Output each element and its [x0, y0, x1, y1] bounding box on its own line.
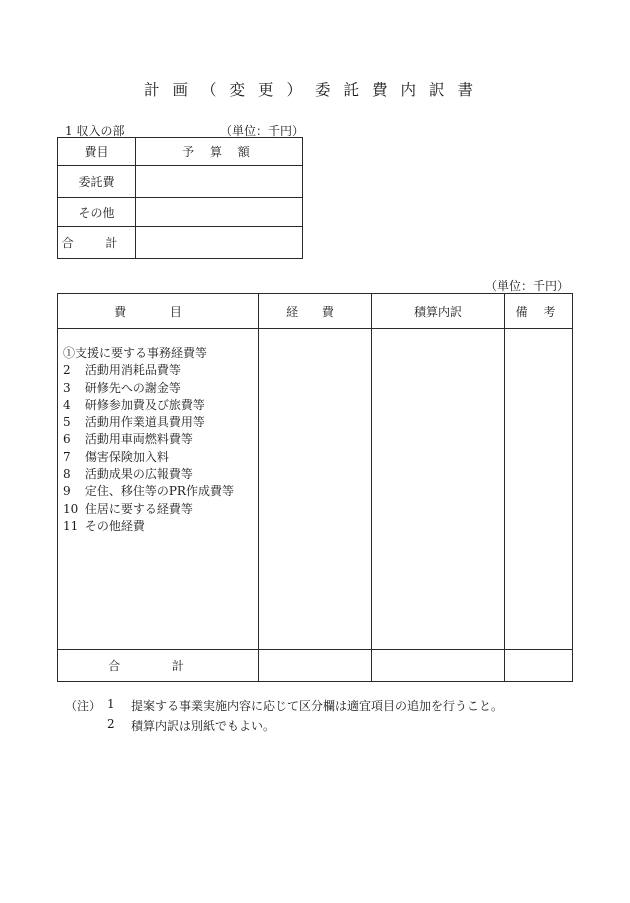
notes-prefix: （注）	[65, 699, 102, 713]
income-total-value[interactable]	[136, 227, 303, 259]
expense-item-label: 研修参加費及び旅費等	[84, 397, 205, 412]
expense-item-label: ①支援に要する事務経費等	[63, 346, 208, 360]
expense-breakdown-cell[interactable]	[372, 329, 505, 650]
income-row-budget[interactable]	[136, 166, 303, 198]
income-row-item: その他	[58, 198, 136, 227]
note-row	[65, 697, 503, 717]
document-title: 計画（変更）委託費内訳書	[143, 81, 486, 99]
list-item	[63, 362, 258, 379]
expense-unit-label: （単位：千円）	[485, 279, 570, 293]
expense-item-label: 活動成果の広報費等	[84, 467, 193, 482]
expense-item-label: 活動用作業道具費用等	[84, 415, 205, 430]
list-item	[63, 466, 258, 483]
expense-table	[57, 293, 573, 682]
expense-item-label: 活動用消耗品費等	[84, 363, 181, 378]
income-header-row	[58, 138, 303, 166]
expense-cost-cell[interactable]	[259, 329, 372, 650]
expense-header-item: 費 目	[58, 294, 259, 329]
list-item	[63, 431, 258, 448]
expense-total-breakdown[interactable]	[372, 650, 505, 682]
expense-item-label: 住居に要する経費等	[84, 501, 193, 516]
note-row	[65, 717, 503, 737]
income-header-budget: 予 算 額	[136, 138, 303, 166]
income-row-item: 委託費	[58, 166, 136, 198]
expense-total-label: 合 計	[58, 650, 259, 682]
expense-item-number: 9	[63, 484, 71, 499]
expense-item-label: 定住、移住等のPR作成費等	[84, 484, 234, 499]
expense-item-list	[58, 329, 258, 535]
expense-items-cell	[58, 329, 259, 650]
notes-section	[65, 697, 503, 737]
expense-item-number: 2	[63, 363, 71, 378]
income-row	[58, 198, 303, 227]
list-item	[63, 501, 258, 518]
expense-item-number: 5	[63, 415, 71, 430]
expense-item-number: 10	[63, 501, 79, 516]
note-number: 1	[107, 697, 115, 711]
income-unit-label: （単位：千円）	[220, 124, 305, 138]
expense-item-label: その他経費	[84, 518, 145, 533]
note-text: 積算内訳は別紙でもよい。	[131, 719, 276, 733]
income-total-row	[58, 227, 303, 259]
expense-remarks-cell[interactable]	[505, 329, 573, 650]
income-row	[58, 166, 303, 198]
list-item	[63, 483, 258, 500]
list-item	[63, 414, 258, 431]
note-text: 提案する事業実施内容に応じて区分欄は適宜項目の追加を行うこと。	[131, 699, 504, 713]
expense-total-remarks[interactable]	[505, 650, 573, 682]
expense-item-label: 傷害保険加入料	[84, 449, 169, 464]
expense-item-number: 11	[63, 518, 79, 533]
expense-item-number: 6	[63, 432, 71, 447]
list-item	[63, 449, 258, 466]
expense-item-number: 7	[63, 449, 71, 464]
expense-header-breakdown: 積算内訳	[372, 294, 505, 329]
expense-header-cost: 経 費	[259, 294, 372, 329]
list-item	[63, 397, 258, 414]
expense-item-number: 3	[63, 380, 71, 395]
income-row-budget[interactable]	[136, 198, 303, 227]
income-section-label: 1 収入の部	[65, 124, 125, 138]
expense-item-label: 活動用車両燃料費等	[84, 432, 193, 447]
list-item	[63, 518, 258, 535]
expense-header-remarks: 備 考	[505, 294, 573, 329]
expense-total-row	[58, 650, 573, 682]
expense-header-row	[58, 294, 573, 329]
income-table	[57, 137, 303, 259]
expense-item-number: 4	[63, 397, 71, 412]
expense-body-row	[58, 329, 573, 650]
expense-item-label: 研修先への謝金等	[84, 380, 181, 395]
income-total-label: 合 計	[58, 227, 136, 259]
expense-total-cost[interactable]	[259, 650, 372, 682]
income-header-item: 費目	[58, 138, 136, 166]
note-number: 2	[107, 717, 115, 731]
list-item	[63, 345, 258, 362]
expense-item-number: 8	[63, 467, 71, 482]
list-item	[63, 380, 258, 397]
